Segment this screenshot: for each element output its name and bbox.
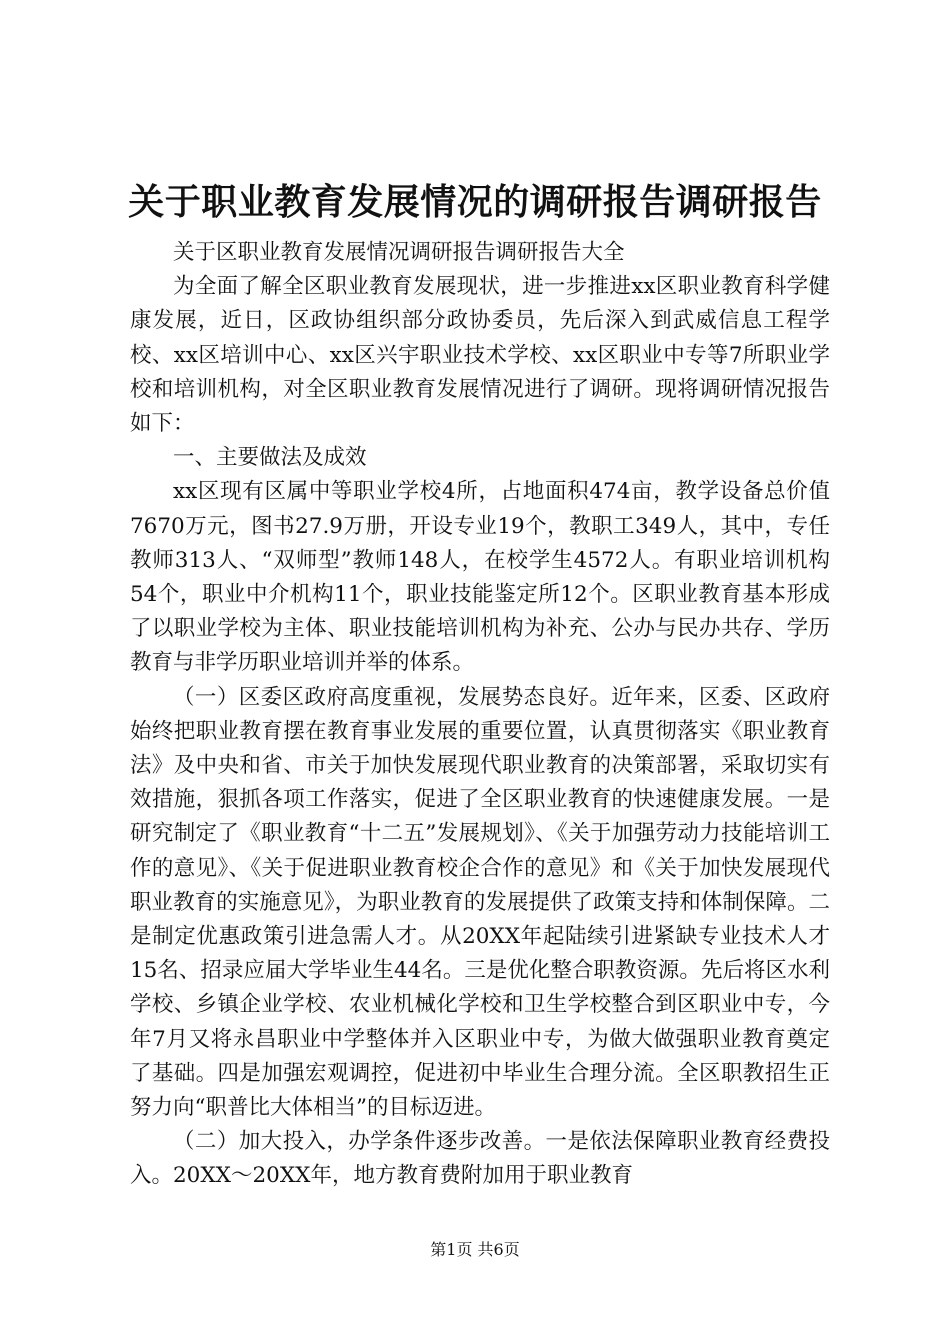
page-footer: 第1页 共6页 [430, 1240, 520, 1259]
section-heading: 一、主要做法及成效 [173, 445, 367, 471]
document-body [130, 236, 830, 1194]
body-paragraph: （二）加大投入，办学条件逐步改善。一是依法保障职业教育经费投入。20XX～20XX年，地方教育费附加用于职业教育 [130, 1129, 830, 1189]
intro-paragraph: 为全面了解全区职业教育发展现状，进一步推进xx区职业教育科学健康发展，近日，区政协组织部分政协委员，先后深入到武威信息工程学校、xx区培训中心、xx区兴宇职业技术学校、xx区职业中专等7所职业学校和培训机构，对全区职业教育发展情况进行了调研。现将调研情况报告如下： [130, 274, 830, 437]
body-paragraph: （一）区委区政府高度重视，发展势态良好。近年来，区委、区政府始终把职业教育摆在教育事业发展的重要位置，认真贯彻落实《职业教育法》及中央和省、市关于加快发展现代职业教育的决策部署，采取切实有效措施，狠抓各项工作落实，促进了全区职业教育的快速健康发展。一是研究制定了《职业教育“十二五”发展规划》、《关于加强劳动力技能培训工作的意见》、《关于促进职业教育校企合作的意见》和《关于加快发展现代职业教育的实施意见》，为职业教育的发展提供了政策支持和体制保障。二是制定优惠政策引进急需人才。从20XX年起陆续引进紧缺专业技术人才15名、招录应届大学毕业生44名。三是优化整合职教资源。先后将区水利学校、乡镇企业学校、农业机械化学校和卫生学校整合到区职业中专，今年7月又将永昌职业中学整体并入区职业中专，为做大做强职业教育奠定了基础。四是加强宏观调控，促进初中毕业生合理分流。全区职教招生正努力向“职普比大体相当”的目标迈进。 [130, 684, 830, 1121]
body-paragraph: xx区现有区属中等职业学校4所，占地面积474亩，教学设备总价值7670万元，图书27.9万册，开设专业19个，教职工349人，其中，专任教师313人、“双师型”教师148人，在校学生4572人。有职业培训机构54个，职业中介机构11个，职业技能鉴定所12个。区职业教育基本形成了以职业学校为主体、职业技能培训机构为补充、公办与民办共存、学历教育与非学历职业培训并举的体系。 [130, 479, 830, 676]
subtitle-paragraph: 关于区职业教育发展情况调研报告调研报告大全 [173, 240, 625, 265]
document-title: 关于职业教育发展情况的调研报告调研报告 [128, 181, 822, 223]
